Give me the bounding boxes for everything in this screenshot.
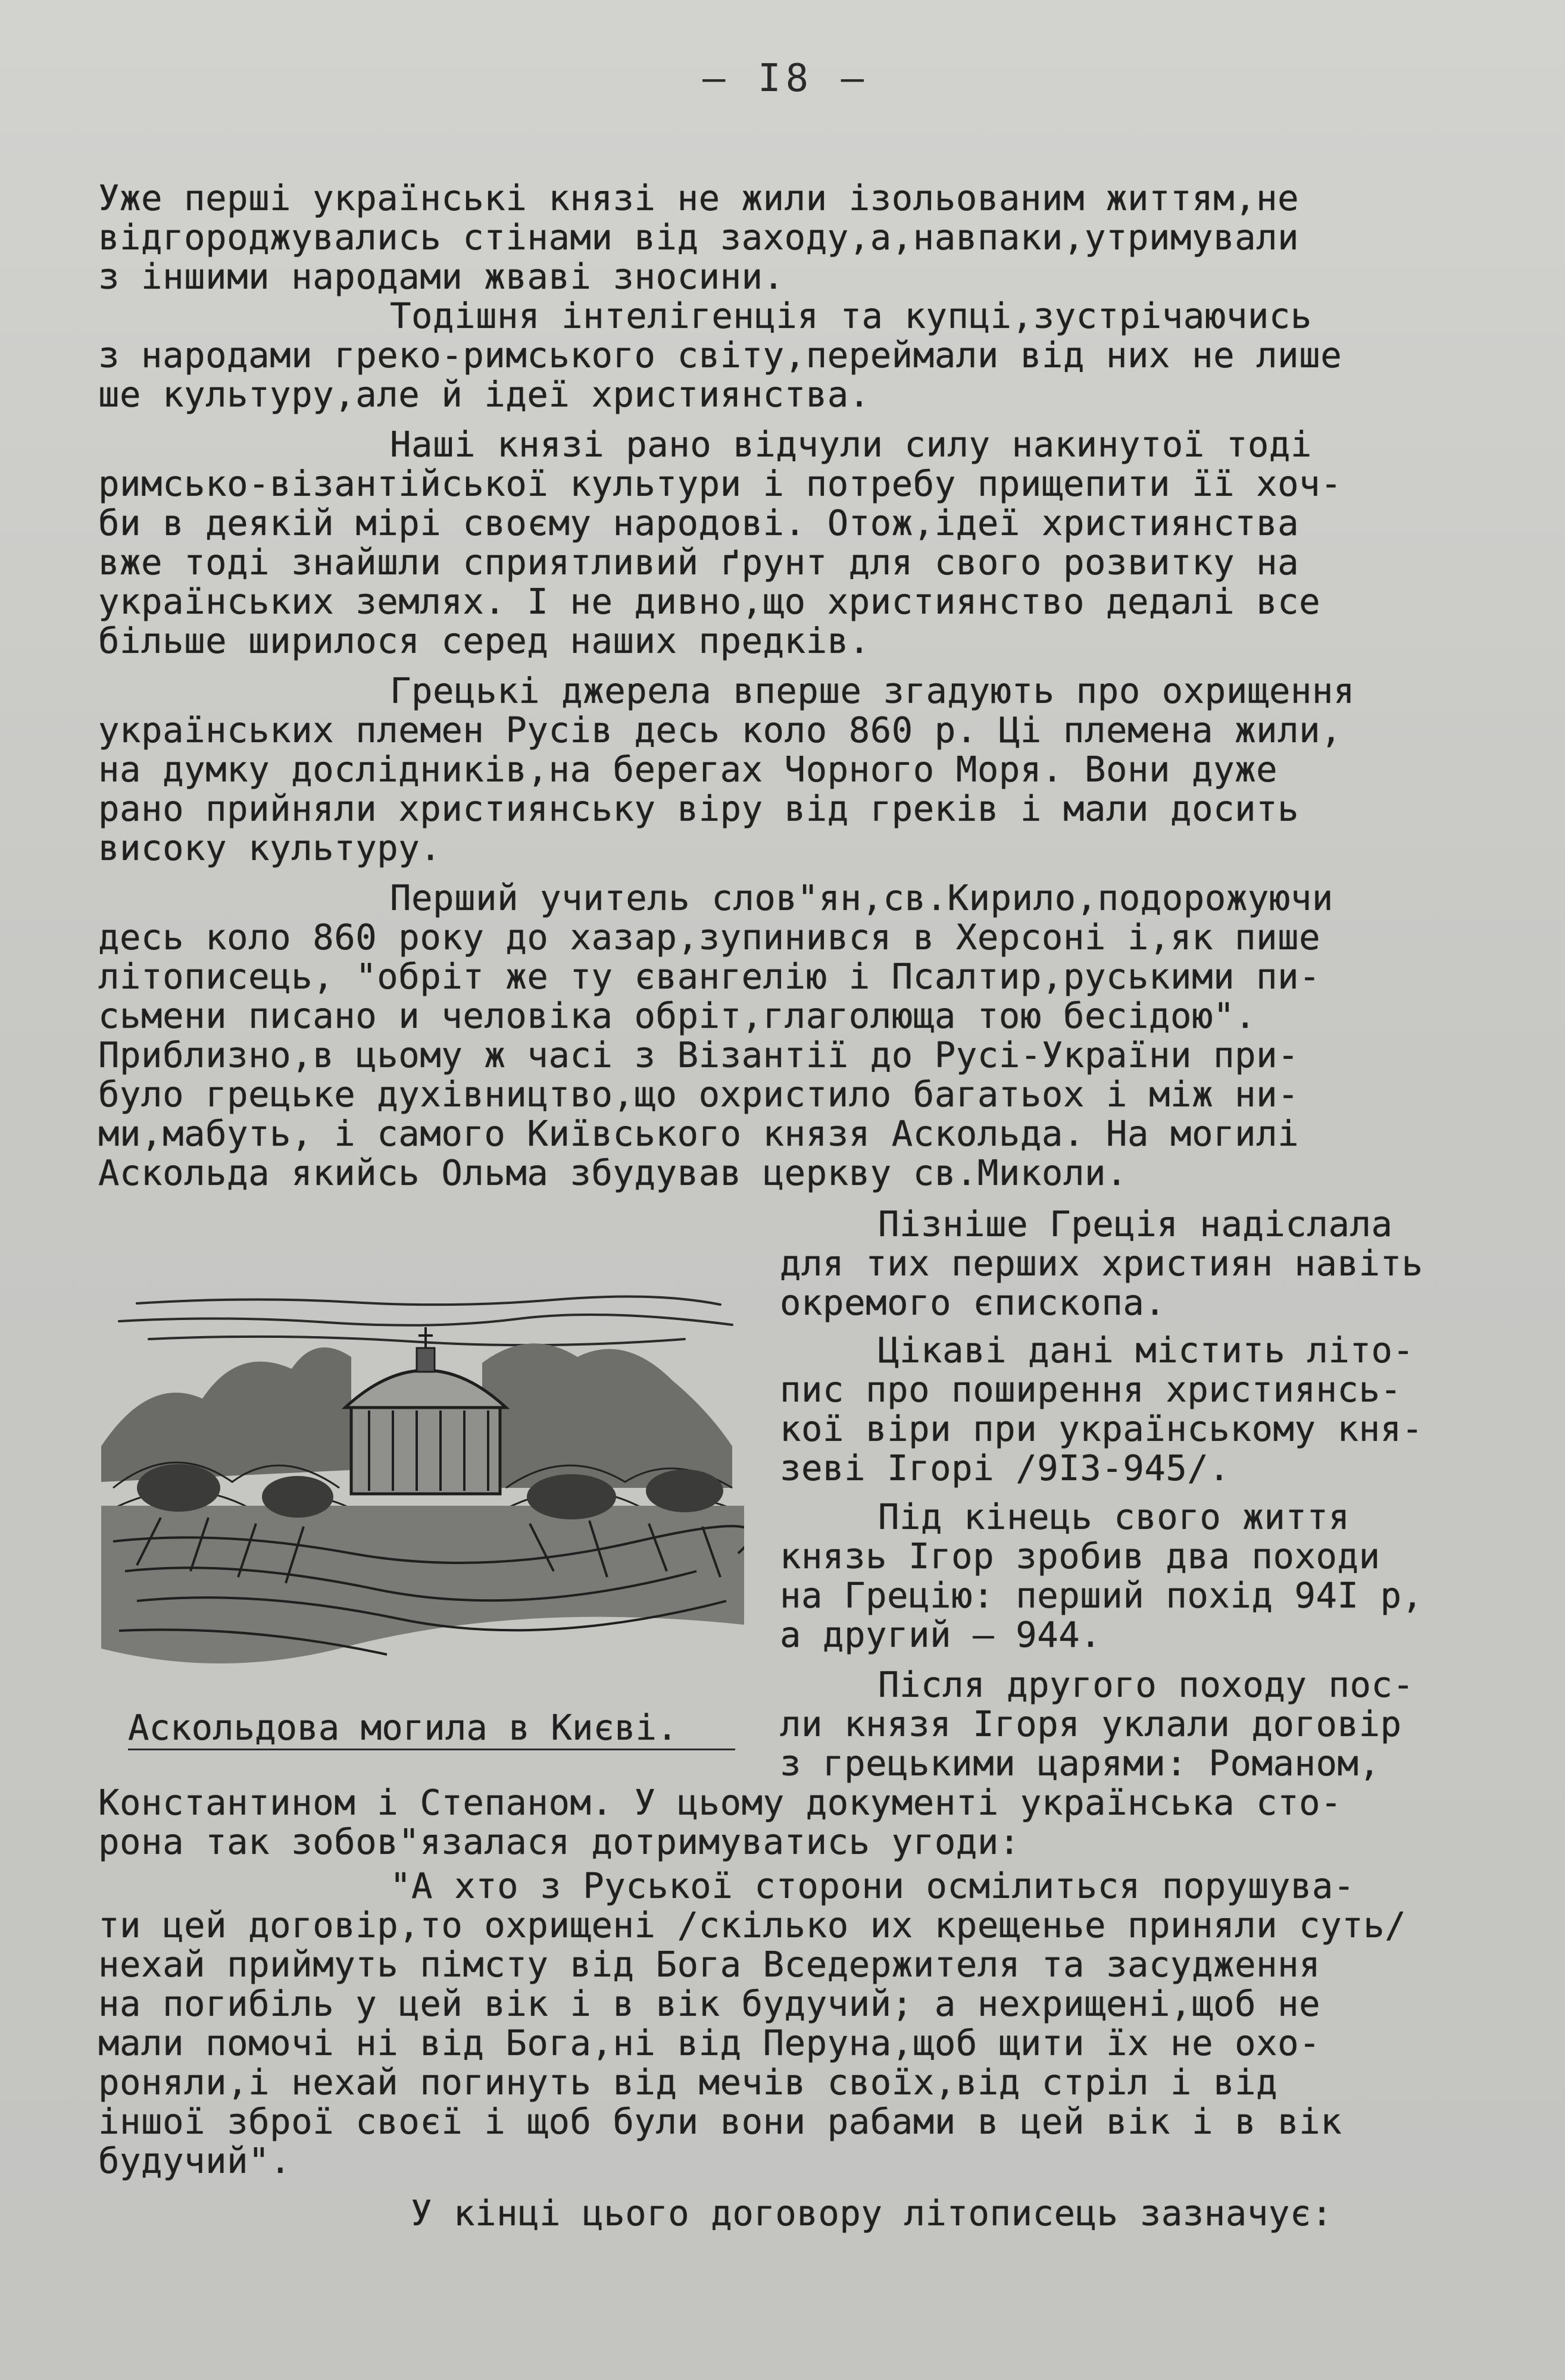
askold-grave-illustration: [101, 1291, 744, 1684]
text-line: Уже перші українські князі не жили ізольованим життям,не: [98, 177, 1300, 218]
text-line: рано прийняли християнську віру від греків і мали досить: [98, 788, 1300, 829]
text-line: Приблизно,в цьому ж часі з Візантії до Русі-України при-: [98, 1034, 1300, 1075]
text-line: князь Ігор зробив два походи: [780, 1535, 1380, 1577]
text-line: роняли,і нехай погинуть від мечів своїх,від стріл і від: [98, 2062, 1278, 2103]
text-line: "А хто з Руської сторони осмілиться порушува-: [390, 1865, 1355, 1906]
text-line: ти цей договір,то охрищені /скілько их крещенье приняли суть/: [98, 1904, 1407, 1946]
text-line: іншої зброї своєї і щоб були вони рабами в цей вік і в вік: [98, 2101, 1342, 2142]
text-line: би в деякій мірі своєму народові. Отож,ідеї християнства: [98, 502, 1300, 543]
text-line: будучий".: [98, 2140, 292, 2181]
caption-underline: [128, 1749, 735, 1750]
text-line: а другий – 944.: [780, 1614, 1102, 1655]
text-line: було грецьке духівництво,що охристило багатьох і між ни-: [98, 1074, 1300, 1115]
text-line: Грецькі джерела вперше згадують про охрищення: [390, 670, 1355, 711]
text-line: Пізніше Греція надіслала: [878, 1203, 1393, 1244]
text-line: більше ширилося серед наших предків.: [98, 620, 870, 661]
text-line: відгороджувались стінами від заходу,а,навпаки,утримували: [98, 217, 1300, 258]
text-line: ше культуру,але й ідеї християнства.: [98, 374, 870, 415]
text-line: Наші князі рано відчули силу накинутої тоді: [390, 424, 1312, 465]
text-line: з грецькими царями: Романом,: [780, 1743, 1380, 1784]
text-line: Після другого походу пос-: [878, 1664, 1414, 1705]
text-line: Під кінець свого життя: [878, 1496, 1350, 1537]
text-line: ли князя Ігоря уклали договір: [780, 1703, 1402, 1744]
text-line: окремого єпископа.: [780, 1282, 1166, 1323]
text-line: Цікаві дані містить літо-: [878, 1330, 1414, 1371]
text-line: Константином і Степаном. У цьому документі українська сто-: [98, 1782, 1342, 1823]
text-line: Аскольда якийсь Ольма збудував церкву св.Миколи.: [98, 1152, 1128, 1193]
text-line: кої віри при українському кня-: [780, 1408, 1423, 1449]
text-line: для тих перших християн навіть: [780, 1243, 1423, 1284]
text-line: зеві Ігорі /9I3-945/.: [780, 1447, 1230, 1488]
text-line: на погибіль у цей вік і в вік будучий; а нехрищені,щоб не: [98, 1983, 1321, 2024]
text-line: вже тоді знайшли сприятливий ґрунт для свого розвитку на: [98, 542, 1300, 583]
text-line: римсько-візантійської культури і потребу прищепити її хоч-: [98, 463, 1342, 504]
text-line: на Грецію: перший похід 94I р,: [780, 1575, 1423, 1616]
text-line: на думку дослідників,на берегах Чорного Моря. Вони дуже: [98, 749, 1278, 790]
text-line: пис про поширення християнсь-: [780, 1369, 1402, 1410]
text-line: літописець, "обріт же ту євангелію і Псалтир,руськими пи-: [98, 956, 1321, 997]
text-line: Тодішня інтелігенція та купці,зустрічаючись: [390, 295, 1312, 336]
text-line: з народами греко-римського світу,переймали від них не лише: [98, 334, 1342, 376]
text-line: українських племен Русів десь коло 860 р. Ці племена жили,: [98, 709, 1342, 750]
text-line: У кінці цього договору літописець зазначує:: [411, 2193, 1333, 2234]
illustration-caption: Аскольдова могила в Києві.: [128, 1707, 678, 1748]
text-line: десь коло 860 року до хазар,зупинився в Херсоні і,як пише: [98, 917, 1321, 958]
text-line: Перший учитель слов"ян,св.Кирило,подорожуючи: [390, 877, 1333, 918]
text-line: нехай приймуть пімсту від Бога Вседержителя та засудження: [98, 1944, 1321, 1985]
text-line: сьмени писано и человіка обріт,глаголюща тою бесідою".: [98, 995, 1257, 1036]
text-line: з іншими народами жваві зносини.: [98, 256, 785, 297]
text-line: українських землях. І не дивно,що християнство дедалі все: [98, 581, 1321, 622]
text-line: мали помочі ні від Бога,ні від Перуна,щоб щити їх не охо-: [98, 2022, 1321, 2063]
text-line: високу культуру.: [98, 827, 442, 868]
text-line: рона так зобов"язалася дотримуватись угоди:: [98, 1821, 1020, 1862]
page-number: – I8 –: [702, 57, 869, 101]
text-line: ми,мабуть, і самого Київського князя Аскольда. На могилі: [98, 1113, 1300, 1154]
